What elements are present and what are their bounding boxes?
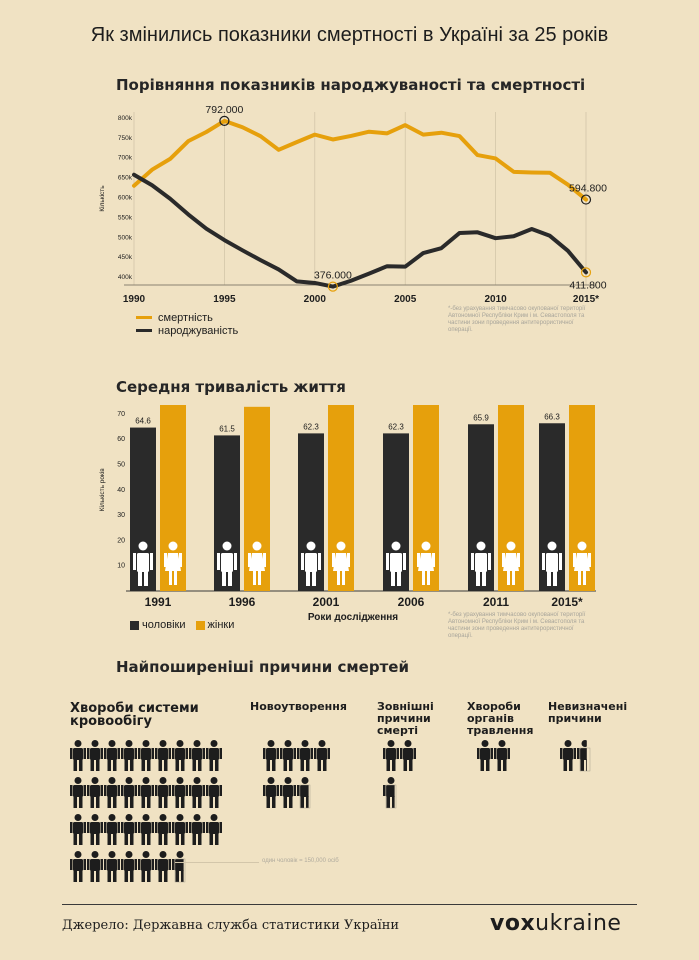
peak-value-label: 376.000 [313, 269, 352, 282]
cause-label-circulatory: Хвороби системи кровообігу [70, 701, 199, 729]
person-icon [280, 777, 296, 808]
legend-swatch-women [196, 621, 205, 630]
bar-x-tick-label: 2015* [551, 595, 583, 609]
person-icon [560, 740, 576, 771]
peak-value-label: 792.000 [205, 103, 244, 116]
bar-y-tick-label: 20 [117, 537, 125, 545]
legend-item-deaths [136, 311, 238, 324]
person-icon [172, 740, 188, 771]
bar-x-tick-label: 1991 [144, 595, 172, 609]
line-legend [136, 311, 238, 337]
person-icon [155, 851, 171, 882]
person-icon [206, 814, 222, 845]
bar-value-label: 62.3 [388, 422, 404, 432]
person-icon [138, 851, 154, 882]
person-icon [400, 740, 416, 771]
line-x-tick-label: 2015* [572, 294, 600, 305]
person-icon [383, 740, 399, 771]
person-icon [494, 740, 510, 771]
person-icon [189, 814, 205, 845]
line-y-tick-label: 650k [117, 174, 132, 182]
peak-value-label: 411.800 [569, 279, 607, 292]
causes-title: Найпоширеніші причини смертей [116, 658, 409, 676]
legend-label-women: жінки [207, 619, 235, 631]
line-y-tick-label: 400k [117, 274, 132, 282]
bar-y-tick-label: 30 [117, 512, 125, 520]
person-icon [87, 851, 103, 882]
bar-y-tick-label: 70 [117, 410, 125, 418]
bar-value-label: 66.3 [544, 412, 560, 422]
bar-y-tick-label: 40 [117, 486, 125, 494]
person-icon [189, 777, 205, 808]
bar-y-tick-label: 10 [117, 562, 125, 570]
person-icon [138, 814, 154, 845]
cause-label-external: Зовнішні причини смерті [377, 700, 434, 737]
bar-value-label: 64.6 [135, 416, 151, 426]
person-icon [121, 851, 137, 882]
person-icon [138, 740, 154, 771]
footer-divider [62, 904, 637, 905]
bar-y-tick-label: 50 [117, 461, 125, 469]
person-icon [577, 740, 593, 771]
person-icon [280, 740, 296, 771]
person-icon [477, 740, 493, 771]
logo-part-ukraine: ukraine [535, 911, 622, 936]
person-icon [70, 777, 86, 808]
line-x-tick-label: 2000 [303, 294, 326, 305]
deaths-series-line [134, 121, 586, 200]
cause-label-neoplasms: Новоутворення [250, 700, 347, 713]
person-icon [155, 814, 171, 845]
person-icon [189, 740, 205, 771]
person-icon [70, 814, 86, 845]
person-icon [383, 777, 399, 808]
peak-value-label: 594.800 [569, 182, 607, 195]
person-icon [155, 777, 171, 808]
bar-x-tick-label: 2011 [482, 595, 510, 609]
bar-chart-footnote: *-без урахування тимчасово окупованої території Автономної Республіки Крим і м. Севастополя та частини зони проведення антитерористичної операції. [448, 612, 586, 639]
line-y-axis-label: Кількість [99, 185, 106, 212]
person-icon [206, 740, 222, 771]
line-y-tick-label: 600k [117, 194, 132, 202]
line-y-tick-label: 500k [117, 234, 132, 242]
bar-value-label: 61.5 [219, 424, 235, 434]
person-icon [138, 777, 154, 808]
person-icon [314, 740, 330, 771]
person-icon [297, 777, 313, 808]
bar-value-label: 65.9 [473, 413, 489, 423]
person-icon [263, 777, 279, 808]
person-icon [121, 777, 137, 808]
person-icon [155, 740, 171, 771]
person-icon [104, 740, 120, 771]
person-icon [172, 777, 188, 808]
logo-part-vox: vox [490, 911, 536, 936]
person-icon [104, 777, 120, 808]
person-icon [104, 814, 120, 845]
line-y-tick-label: 550k [117, 214, 132, 222]
person-icon [172, 851, 188, 882]
line-y-tick-label: 450k [117, 254, 132, 262]
bar-chart [0, 405, 699, 630]
bar-chart-title: Середня тривалість життя [116, 378, 346, 396]
births-series-line [134, 175, 586, 287]
legend-swatch-deaths [136, 316, 152, 319]
person-icon [297, 740, 313, 771]
bar-x-axis-label: Роки дослідження [307, 612, 399, 623]
person-icon [121, 740, 137, 771]
bar-value-label: 62.3 [303, 422, 319, 432]
person-icon [172, 814, 188, 845]
legend-label-men: чоловіки [142, 619, 186, 631]
page-title: Як змінились показники смертності в Україні за 25 років [90, 24, 609, 46]
bar-x-tick-label: 2001 [312, 595, 340, 609]
line-x-tick-label: 2010 [484, 294, 507, 305]
bar-x-tick-label: 2006 [397, 595, 425, 609]
cause-label-digestive: Хвороби органів травлення [467, 700, 534, 737]
line-y-tick-label: 800k [117, 114, 132, 122]
legend-label-deaths: смертність [158, 311, 213, 324]
source-note: Джерело: Державна служба статистики України [62, 918, 400, 933]
legend-label-births: народжуваність [158, 324, 239, 337]
pictogram-chart [0, 735, 699, 895]
legend-swatch-births [136, 329, 152, 332]
line-y-tick-label: 700k [117, 154, 132, 162]
person-icon [121, 814, 137, 845]
legend-item-births [136, 324, 238, 337]
line-chart-title: Порівняння показників народжуваності та смертності [116, 76, 586, 94]
line-x-tick-label: 2005 [394, 294, 417, 305]
unit-legend-label: один чоловік = 150,000 осіб [262, 858, 339, 864]
voxukraine-logo [490, 911, 621, 936]
person-icon [70, 851, 86, 882]
bar-y-axis-label: Кількість років [99, 468, 106, 512]
line-y-tick-label: 750k [117, 134, 132, 142]
legend-swatch-men [130, 621, 139, 630]
bar-y-tick-label: 60 [117, 436, 125, 444]
person-icon [104, 851, 120, 882]
person-icon [87, 814, 103, 845]
bar-x-tick-label: 1996 [228, 595, 256, 609]
unit-leader-line [175, 862, 259, 863]
cause-label-undetermined: Невизначені причини [548, 700, 628, 725]
person-icon [206, 777, 222, 808]
person-icon [263, 740, 279, 771]
bar-legend [130, 619, 234, 631]
line-x-tick-label: 1990 [122, 294, 146, 305]
line-x-tick-label: 1995 [213, 294, 236, 305]
person-icon [87, 777, 103, 808]
person-icon [70, 740, 86, 771]
person-icon [87, 740, 103, 771]
line-chart-footnote: *-без урахування тимчасово окупованої території Автономної Республіки Крим і м. Севастополя та частини зони проведення антитерористичної операції. [448, 306, 586, 333]
